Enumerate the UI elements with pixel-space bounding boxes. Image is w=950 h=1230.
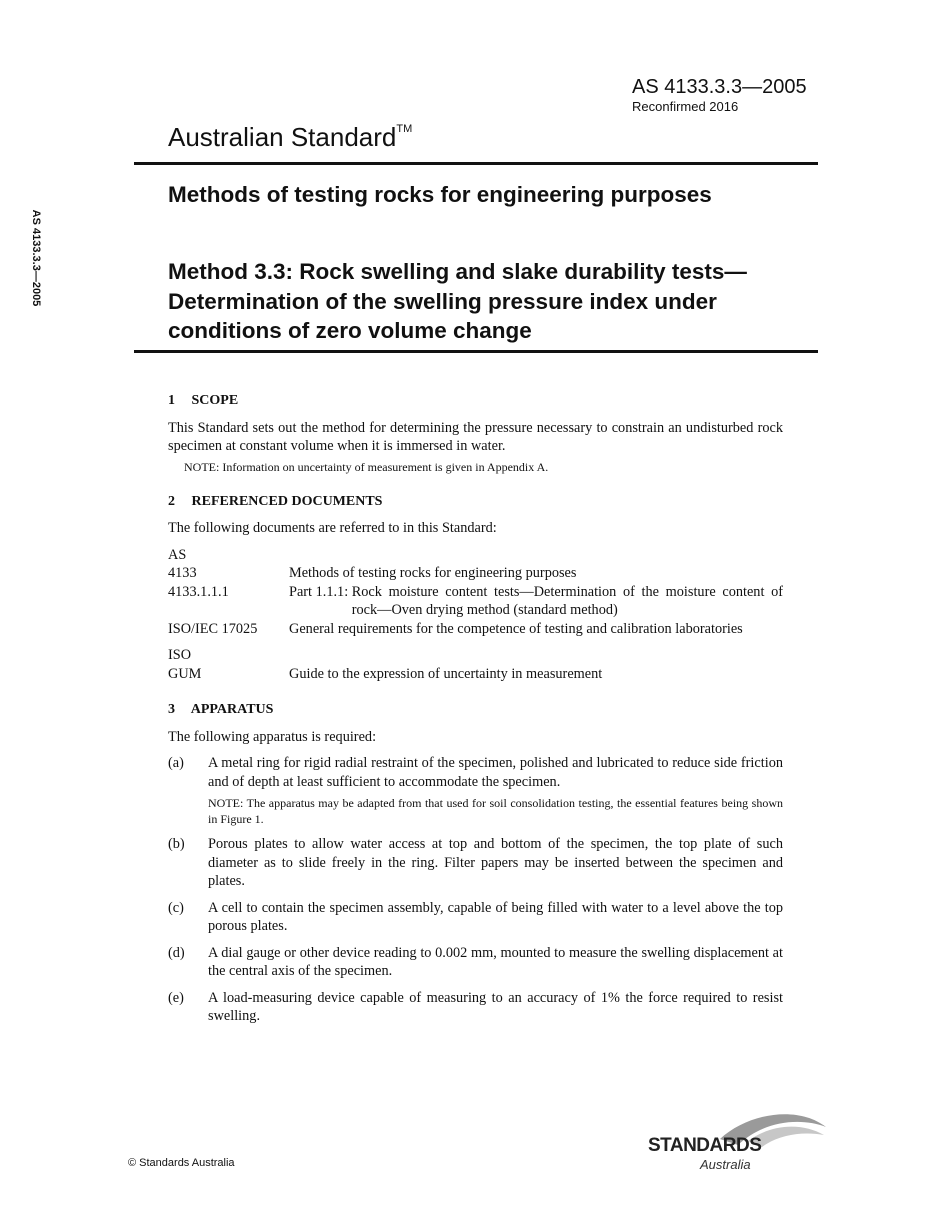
reference-item [168,583,783,620]
item-content [208,754,783,827]
section-heading-scope [168,392,783,411]
item-label: (d) [168,944,185,961]
section-heading-apparatus [168,701,783,720]
section-title: REFERENCED DOCUMENTS [191,493,383,509]
logo-subtext: Australia [700,1157,751,1172]
copyright-notice: © Standards Australia [128,1157,235,1169]
item-label: (e) [168,989,184,1006]
references-intro: The following documents are referred to in this Standard: [168,520,497,536]
method-title: Method 3.3: Rock swelling and slake durability tests—Determination of the swelling pressure index under conditions of zero volume change [168,259,747,343]
apparatus-item [168,835,783,891]
item-text: A cell to contain the specimen assembly, capable of being filled with water to a level above the top porous plates. [208,899,783,934]
apparatus-item [168,754,783,827]
standard-label [168,122,412,153]
standard-label-text: Australian Standard [168,122,397,152]
document-code: AS 4133.3.3—2005 [632,76,807,98]
item-text: A load-measuring device capable of measuring to an accuracy of 1% the force required to resist swelling. [208,989,783,1024]
reconfirmed-date: Reconfirmed 2016 [632,99,739,114]
logo-wordmark: STANDARDS [648,1135,762,1156]
apparatus-item [168,989,783,1026]
reference-code: ISO/IEC 17025 [168,620,258,637]
item-label: (a) [168,755,184,771]
document-body [168,392,783,1026]
reference-title [289,583,783,620]
title-rule-top [134,162,818,165]
reference-code: 4133.1.1.1 [168,583,229,600]
apparatus-item [168,899,783,936]
reference-group-label: AS [168,546,187,563]
spine-label: AS 4133.3.3—2005 [30,209,42,307]
scope-note: NOTE: Information on uncertainty of measurement is given in Appendix A. [184,459,549,474]
section-number: 1 [168,393,175,408]
item-text: Porous plates to allow water access at top and bottom of the specimen, the top plate of such diameter as to slide freely in the ring. Filter papers may be inserted between the specimen and plates. [208,836,783,889]
item-label: (c) [168,899,184,916]
item-note: NOTE: The apparatus may be adapted from that used for soil consolidation testing, the essential features being shown in Figure 1. [208,796,783,826]
references-list [168,546,783,684]
item-text: A metal ring for rigid radial restraint of the specimen, polished and lubricated to reduce side friction and of depth at least sufficient to accommodate the specimen. [208,755,783,790]
trademark-mark: TM [396,123,413,135]
document-title: Methods of testing rocks for engineering purposes [168,182,712,207]
item-label: (b) [168,836,185,852]
scope-paragraph: This Standard sets out the method for determining the pressure necessary to constrain an undisturbed rock specimen at constant volume when it is immersed in water. [168,419,783,454]
section-heading-references [168,493,783,512]
apparatus-intro: The following apparatus is required: [168,728,377,745]
reference-part-label: Part 1.1.1: [289,583,349,600]
reference-title: Guide to the expression of uncertainty in measurement [289,665,603,682]
standards-australia-logo [648,1105,828,1175]
apparatus-item [168,944,783,981]
section-title: SCOPE [191,393,239,408]
reference-title: General requirements for the competence of testing and calibration laboratories [289,620,743,637]
section-number: 2 [168,493,175,509]
item-text: A dial gauge or other device reading to 0.002 mm, mounted to measure the swelling displacement at the central axis of the specimen. [208,944,783,979]
reference-item [168,564,783,583]
reference-item [168,665,783,684]
section-title: APPARATUS [190,702,274,717]
reference-part-title: Rock moisture content tests—Determination of the moisture content of rock—Oven drying method (standard method) [351,583,783,618]
reference-code: GUM [168,665,202,682]
reference-group-label: ISO [168,647,192,663]
title-rule-bottom [134,350,818,353]
reference-code: 4133 [168,565,197,581]
section-number: 3 [168,702,175,717]
reference-title: Methods of testing rocks for engineering purposes [289,565,577,581]
reference-item [168,620,783,639]
